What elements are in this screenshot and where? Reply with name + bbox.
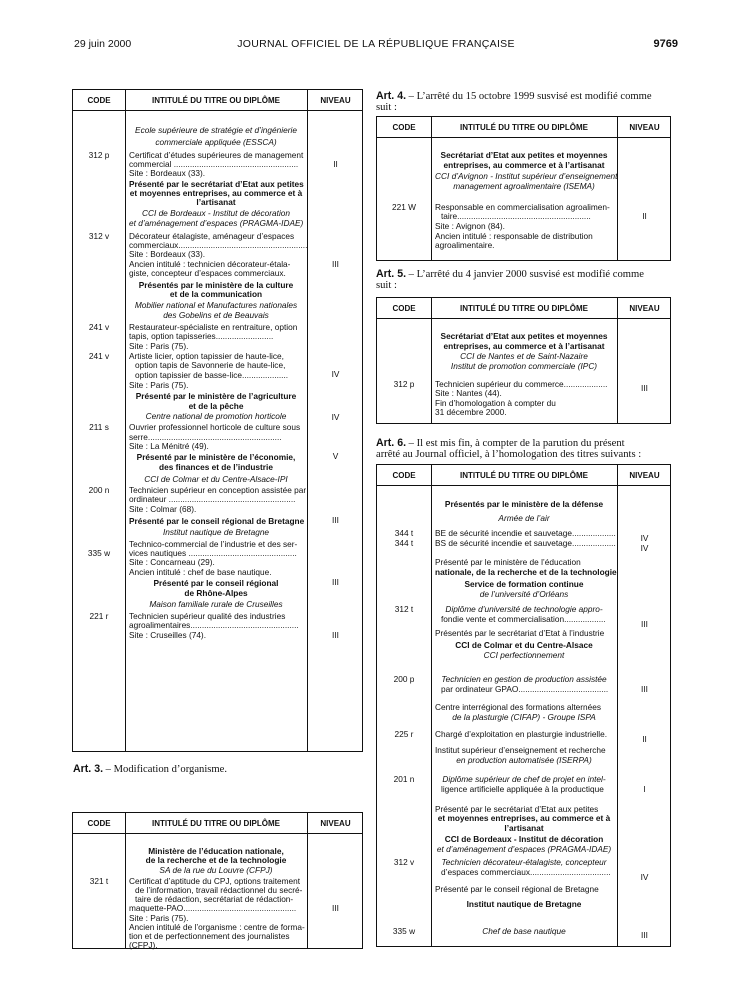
article-6-text-2: arrêté au Journal officiel, à l’homologation des titres suivants : bbox=[376, 449, 642, 460]
diploma-text-line: CCI perfectionnement bbox=[483, 650, 565, 660]
niveau-cell: IV bbox=[640, 543, 649, 553]
code-cell: 221 W bbox=[392, 202, 416, 212]
diploma-text-line: et d’aménagement d’espaces (PRAGMA-IDAE) bbox=[436, 844, 612, 854]
code-cell: 225 r bbox=[394, 729, 414, 739]
column-header-code: CODE bbox=[392, 304, 416, 313]
column-header-intitule: INTITULÉ DU TITRE OU DIPLÔME bbox=[152, 819, 280, 828]
diploma-text-line: tapis, option tapisseries......................... bbox=[129, 331, 274, 341]
diploma-text-line: ordinateur ....................................................... bbox=[129, 494, 296, 504]
column-header-niveau: NIVEAU bbox=[629, 304, 660, 313]
column-header-code: CODE bbox=[392, 123, 416, 132]
diploma-text-line: Secrétariat d’Etat aux petites et moyennes bbox=[440, 331, 608, 341]
diploma-text-line: d’espaces commerciaux................................... bbox=[441, 867, 611, 877]
diploma-text-line: CCI de Colmar et du Centre-Alsace bbox=[455, 640, 593, 650]
niveau-cell: V bbox=[332, 451, 339, 461]
diploma-text-line: Restaurateur-spécialiste en rentraiture, option bbox=[129, 322, 298, 332]
diploma-text-line: Secrétariat d’Etat aux petites et moyennes bbox=[440, 150, 608, 160]
diploma-text-line: taire.......................................................... bbox=[441, 211, 591, 221]
diploma-text-line: (CFPJ). bbox=[129, 940, 158, 950]
column-divider bbox=[307, 813, 308, 948]
code-cell: 241 v bbox=[88, 351, 110, 361]
diploma-text-line: Institut nautique de Bretagne bbox=[466, 899, 582, 909]
niveau-cell: IV bbox=[331, 369, 340, 379]
t3-table bbox=[376, 116, 671, 261]
table-header bbox=[73, 90, 362, 111]
article-4-text-2: suit : bbox=[376, 102, 397, 113]
diploma-text-line: Site : Paris (75). bbox=[129, 380, 189, 390]
article-5 bbox=[376, 269, 672, 291]
diploma-text-line: ligence artificielle appliquée à la productique bbox=[441, 784, 604, 794]
diploma-text-line: Ministère de l’éducation nationale, bbox=[148, 846, 284, 856]
diploma-text-line: maquette-PAO................................................. bbox=[129, 903, 297, 913]
diploma-text-line: commercial ...................................................... bbox=[129, 159, 299, 169]
diploma-text-line: des finances et de l’industrie bbox=[159, 462, 273, 472]
diploma-text-line: agroalimentaires............................................... bbox=[129, 620, 299, 630]
code-cell: 335 w bbox=[392, 926, 416, 936]
table-header bbox=[377, 298, 670, 319]
diploma-text-line: CCI de Bordeaux - Institut de décoration bbox=[141, 208, 291, 218]
diploma-text-line: Site : Paris (75). bbox=[129, 341, 189, 351]
diploma-text-line: l’artisanat bbox=[196, 197, 236, 207]
diploma-text-line: Responsable en commercialisation agroalimen- bbox=[435, 202, 610, 212]
diploma-text-line: de Rhône-Alpes bbox=[184, 588, 248, 598]
article-4 bbox=[376, 91, 672, 113]
code-cell: 211 s bbox=[89, 422, 109, 432]
article-5-text-2: suit : bbox=[376, 280, 397, 291]
niveau-cell: III bbox=[332, 903, 339, 913]
diploma-text-line: Centre national de promotion horticole bbox=[145, 411, 287, 421]
code-cell: 241 v bbox=[88, 322, 110, 332]
diploma-text-line: Présenté par le secrétariat d’Etat aux petites bbox=[435, 804, 599, 814]
diploma-text-line: entreprises, au commerce et à l’artisanat bbox=[443, 160, 605, 170]
diploma-text-line: Site : Concarneau (29). bbox=[129, 557, 215, 567]
niveau-cell: III bbox=[641, 930, 648, 940]
diploma-text-line: Présentés par le ministère de la culture bbox=[138, 280, 294, 290]
niveau-cell: III bbox=[332, 515, 339, 525]
diploma-text-line: Site : Colmar (68). bbox=[129, 504, 197, 514]
diploma-text-line: Chargé d’exploitation en plasturgie industrielle. bbox=[435, 729, 608, 739]
niveau-cell: II bbox=[333, 159, 338, 169]
article-3-text: – Modification d’organisme. bbox=[103, 764, 227, 775]
diploma-text-line: Ecole supérieure de stratégie et d’ingénierie bbox=[135, 125, 297, 135]
diploma-text-line: Site : Nantes (44). bbox=[435, 388, 502, 398]
code-cell: 321 t bbox=[89, 876, 109, 886]
t5-table bbox=[376, 464, 671, 947]
column-divider bbox=[431, 465, 432, 946]
diploma-text-line: Ancien intitulé : technicien décorateur-étala- bbox=[129, 259, 291, 269]
article-5-text: – L’arrêté du 4 janvier 2000 susvisé est modifié comme bbox=[406, 269, 644, 280]
diploma-text-line: Technicien supérieur en conception assistée par bbox=[129, 485, 307, 495]
diploma-text-line: Présenté par le conseil régional de Bretagne bbox=[129, 516, 305, 526]
column-header-code: CODE bbox=[392, 471, 416, 480]
diploma-text-line: giste, concepteur d’espaces commerciaux. bbox=[129, 268, 286, 278]
column-header-intitule: INTITULÉ DU TITRE OU DIPLÔME bbox=[460, 471, 588, 480]
diploma-text-line: Ancien intitulé : responsable de distribution bbox=[435, 231, 593, 241]
diploma-text-line: management agroalimentaire (ISEMA) bbox=[453, 181, 595, 191]
diploma-text-line: Technicien supérieur du commerce................... bbox=[435, 379, 608, 389]
article-6-text: – Il est mis fin, à compter de la parution du présent bbox=[406, 438, 625, 449]
column-divider bbox=[617, 117, 618, 260]
column-divider bbox=[125, 813, 126, 948]
code-cell: 312 v bbox=[88, 231, 110, 241]
diploma-text-line: Fin d’homologation à compter du bbox=[435, 398, 556, 408]
niveau-cell: II bbox=[642, 211, 647, 221]
diploma-text-line: en production automatisée (ISERPA) bbox=[456, 755, 592, 765]
diploma-text-line: Site : Cruseilles (74). bbox=[129, 630, 207, 640]
diploma-text-line: serre.......................................................... bbox=[129, 432, 282, 442]
column-header-code: CODE bbox=[87, 819, 111, 828]
diploma-text-line: Technicien en gestion de production assistée bbox=[441, 674, 607, 684]
code-cell: 200 p bbox=[393, 674, 415, 684]
article-6 bbox=[376, 438, 672, 460]
t4-table bbox=[376, 297, 671, 424]
diploma-text-line: commerciale appliquée (ESSCA) bbox=[155, 137, 277, 147]
article-5-label: Art. 5. bbox=[376, 268, 407, 280]
diploma-text-line: Technico-commercial de l’industrie et des ser- bbox=[129, 539, 298, 549]
diploma-text-line: et de la pêche bbox=[188, 401, 244, 411]
diploma-text-line: et moyennes entreprises, au commerce et à bbox=[129, 188, 303, 198]
niveau-cell: II bbox=[642, 734, 647, 744]
diploma-text-line: Présentés par le secrétariat d’Etat à l’industrie bbox=[435, 628, 605, 638]
code-cell: 200 n bbox=[88, 485, 110, 495]
diploma-text-line: tion et de perfectionnement des journalistes bbox=[129, 931, 290, 941]
article-4-text: – L’arrêté du 15 octobre 1999 susvisé est modifié comme bbox=[406, 91, 652, 102]
diploma-text-line: et de la communication bbox=[169, 289, 263, 299]
column-divider bbox=[125, 90, 126, 751]
code-cell: 312 p bbox=[393, 379, 415, 389]
column-header-niveau: NIVEAU bbox=[629, 123, 660, 132]
diploma-text-line: Site : Bordeaux (33). bbox=[129, 168, 206, 178]
diploma-text-line: de l’information, travail rédactionnel du secré- bbox=[135, 885, 303, 895]
page-number: 9769 bbox=[653, 38, 678, 50]
diploma-text-line: Ancien intitulé de l’organisme : centre de forma- bbox=[129, 922, 305, 932]
diploma-text-line: Présenté par le conseil régional bbox=[153, 578, 279, 588]
niveau-cell: IV bbox=[331, 412, 340, 422]
code-cell: 312 t bbox=[394, 604, 414, 614]
diploma-text-line: de la recherche et de la technologie bbox=[145, 855, 287, 865]
column-divider bbox=[431, 117, 432, 260]
diploma-text-line: entreprises, au commerce et à l’artisanat bbox=[443, 341, 605, 351]
diploma-text-line: commerciaux........................................................ bbox=[129, 240, 308, 250]
code-cell: 201 n bbox=[393, 774, 415, 784]
diploma-text-line: Présentés par le ministère de la défense bbox=[444, 499, 604, 509]
niveau-cell: III bbox=[332, 577, 339, 587]
diploma-text-line: Présenté par le secrétariat d’Etat aux petites bbox=[129, 179, 304, 189]
diploma-text-line: CCI de Colmar et du Centre-Alsace-IPI bbox=[144, 474, 288, 484]
diploma-text-line: Présenté par le conseil régional de Bretagne bbox=[435, 884, 599, 894]
diploma-text-line: Présenté par le ministère de l’éducation bbox=[435, 557, 581, 567]
diploma-text-line: Armée de l’air bbox=[498, 513, 550, 523]
diploma-text-line: Chef de base nautique bbox=[482, 926, 566, 936]
table-header bbox=[377, 465, 670, 486]
article-3-label: Art. 3. bbox=[73, 763, 104, 775]
diploma-text-line: Service de formation continue bbox=[464, 579, 584, 589]
diploma-text-line: Site : Paris (75). bbox=[129, 913, 189, 923]
niveau-cell: III bbox=[641, 684, 648, 694]
niveau-cell: III bbox=[641, 619, 648, 629]
diploma-text-line: Certificat d’études supérieures de management bbox=[129, 150, 304, 160]
diploma-text-line: de la plasturgie (CIFAP) - Groupe ISPA bbox=[452, 712, 596, 722]
diploma-text-line: Site : Avignon (84). bbox=[435, 221, 505, 231]
diploma-text-line: Centre interrégional des formations alternées bbox=[435, 702, 602, 712]
diploma-text-line: Maison familiale rurale de Cruseilles bbox=[149, 599, 283, 609]
diploma-text-line: BS de sécurité incendie et sauvetage................... bbox=[435, 538, 616, 548]
diploma-text-line: et d’aménagement d’espaces (PRAGMA-IDAE) bbox=[129, 218, 304, 228]
diploma-text-line: CCI de Bordeaux - Institut de décoration bbox=[444, 834, 604, 844]
diploma-text-line: 31 décembre 2000. bbox=[435, 407, 507, 417]
article-6-label: Art. 6. bbox=[376, 437, 407, 449]
column-divider bbox=[617, 298, 618, 423]
table-header bbox=[73, 813, 362, 834]
code-cell: 344 t bbox=[394, 538, 414, 548]
column-header-intitule: INTITULÉ DU TITRE OU DIPLÔME bbox=[460, 304, 588, 313]
article-3 bbox=[73, 764, 227, 775]
column-header-niveau: NIVEAU bbox=[629, 471, 660, 480]
diploma-text-line: BE de sécurité incendie et sauvetage................... bbox=[435, 528, 616, 538]
diploma-text-line: SA de la rue du Louvre (CFPJ) bbox=[159, 865, 273, 875]
diploma-text-line: par ordinateur GPAO....................................... bbox=[441, 684, 609, 694]
code-cell: 312 v bbox=[393, 857, 415, 867]
diploma-text-line: fondie vente et commercialisation.................. bbox=[441, 614, 606, 624]
diploma-text-line: Mobilier national et Manufactures nationales bbox=[134, 300, 298, 310]
diploma-text-line: Présenté par le ministère de l’économie, bbox=[136, 452, 296, 462]
column-header-code: CODE bbox=[87, 96, 111, 105]
t2-table bbox=[72, 812, 363, 949]
code-cell: 344 t bbox=[394, 528, 414, 538]
code-cell: 312 p bbox=[88, 150, 110, 160]
column-header-intitule: INTITULÉ DU TITRE OU DIPLÔME bbox=[460, 123, 588, 132]
diploma-text-line: Décorateur étalagiste, aménageur d’espaces bbox=[129, 231, 295, 241]
article-4-label: Art. 4. bbox=[376, 90, 407, 102]
column-header-niveau: NIVEAU bbox=[320, 819, 351, 828]
table-header bbox=[377, 117, 670, 138]
diploma-text-line: nationale, de la recherche et de la technologie bbox=[435, 567, 617, 577]
niveau-cell: IV bbox=[640, 872, 649, 882]
diploma-text-line: CCI de Nantes et de Saint-Nazaire bbox=[460, 351, 588, 361]
diploma-text-line: Artiste licier, option tapissier de haute-lice, bbox=[129, 351, 284, 361]
diploma-text-line: Présenté par le ministère de l’agriculture bbox=[135, 391, 297, 401]
diploma-text-line: agroalimentaire. bbox=[435, 240, 495, 250]
diploma-text-line: vices nautiques ............................................... bbox=[129, 548, 297, 558]
diploma-text-line: Institut nautique de Bretagne bbox=[162, 527, 270, 537]
diploma-text-line: Diplôme d’université de technologie appro- bbox=[445, 604, 603, 614]
page-header bbox=[74, 38, 678, 52]
diploma-text-line: Certificat d’aptitude du CPJ, options traitement bbox=[129, 876, 301, 886]
diploma-text-line: et moyennes entreprises, au commerce et à bbox=[437, 813, 611, 823]
diploma-text-line: taire de rédaction, secrétariat de rédaction- bbox=[135, 894, 294, 904]
diploma-text-line: Site : La Ménitré (49). bbox=[129, 441, 209, 451]
diploma-text-line: Technicien supérieur qualité des industries bbox=[129, 611, 286, 621]
code-cell: 335 w bbox=[87, 548, 111, 558]
niveau-cell: III bbox=[332, 630, 339, 640]
t1-table bbox=[72, 89, 363, 752]
diploma-text-line: Ancien intitulé : chef de base nautique. bbox=[129, 567, 272, 577]
diploma-text-line: Institut supérieur d’enseignement et recherche bbox=[435, 745, 606, 755]
diploma-text-line: de l’université d’Orléans bbox=[479, 589, 569, 599]
column-header-intitule: INTITULÉ DU TITRE OU DIPLÔME bbox=[152, 96, 280, 105]
niveau-cell: I bbox=[643, 784, 646, 794]
niveau-cell: IV bbox=[640, 533, 649, 543]
diploma-text-line: Institut de promotion commerciale (IPC) bbox=[450, 361, 598, 371]
diploma-text-line: option tapis de Savonnerie de haute-lice, bbox=[135, 360, 286, 370]
issue-date: 29 juin 2000 bbox=[74, 38, 132, 50]
diploma-text-line: CCI d’Avignon - Institut supérieur d’enseignement bbox=[435, 171, 618, 181]
niveau-cell: III bbox=[641, 383, 648, 393]
diploma-text-line: Technicien décorateur-étalagiste, concepteur bbox=[441, 857, 607, 867]
diploma-text-line: des Gobelins et de Beauvais bbox=[163, 310, 269, 320]
journal-title: JOURNAL OFFICIEL DE LA RÉPUBLIQUE FRANÇAISE bbox=[237, 38, 515, 50]
diploma-text-line: l’artisanat bbox=[504, 823, 544, 833]
column-divider bbox=[431, 298, 432, 423]
column-header-niveau: NIVEAU bbox=[320, 96, 351, 105]
niveau-cell: III bbox=[332, 259, 339, 269]
diploma-text-line: option tapissier de basse-lice.................... bbox=[135, 370, 289, 380]
code-cell: 221 r bbox=[89, 611, 109, 621]
diploma-text-line: Ouvrier professionnel horticole de culture sous bbox=[129, 422, 301, 432]
diploma-text-line: Diplôme supérieur de chef de projet en intel- bbox=[442, 774, 606, 784]
diploma-text-line: Site : Bordeaux (33). bbox=[129, 249, 206, 259]
